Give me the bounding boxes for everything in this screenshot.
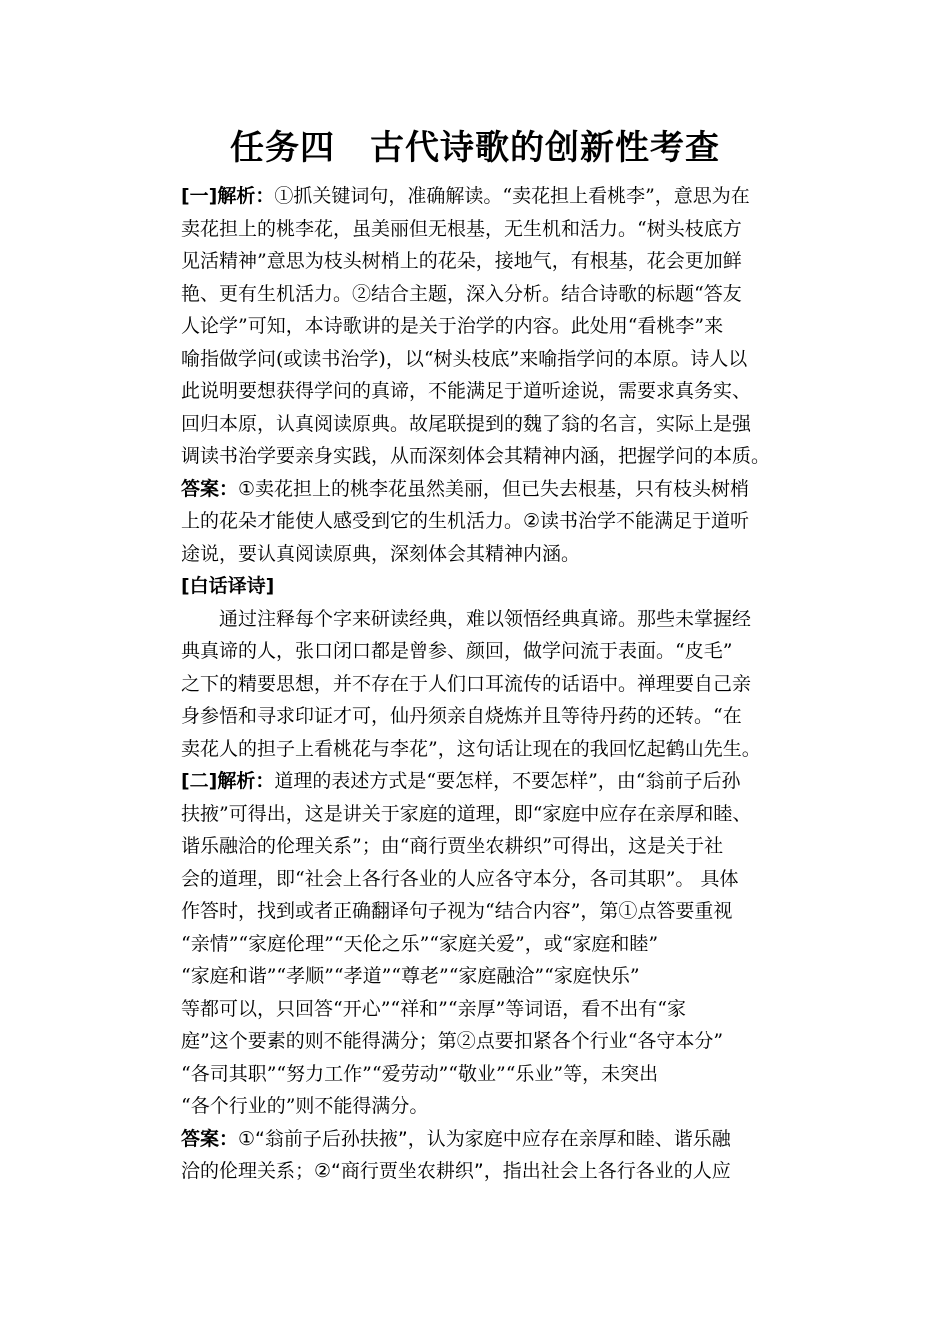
section1-line: 回归本原，认真阅读原典。故尾联提到的魏了翁的名言，实际上是强 xyxy=(181,412,752,435)
answer2-line: 洽的伦理关系；②“商行贾坐农耕织”，指出社会上各行各业的人应 xyxy=(181,1160,731,1182)
answer2-text: ①“翁前子后孙扶掖”，认为家庭中应存在亲厚和睦、谐乐融 xyxy=(238,1127,731,1150)
answer1 xyxy=(181,473,781,571)
section2-line: 作答时，找到或者正确翻译句子视为“结合内容”，第①点答要重视 xyxy=(181,900,733,922)
section2-line: “亲情”“家庭伦理”“天伦之乐”“家庭关爱”，或“家庭和睦” xyxy=(181,932,659,955)
document-body xyxy=(181,180,781,1188)
section1-line: 此说明要想获得学问的真谛，不能满足于道听途说，需要求真务实、 xyxy=(181,380,752,402)
translation-line: 之下的精要思想，并不存在于人们口耳流传的话语中。禅理要自己亲 xyxy=(181,672,752,695)
page-title: 任务四 古代诗歌的创新性考查 xyxy=(230,128,720,168)
answer1-line: 途说，要认真阅读原典，深刻体会其精神内涵。 xyxy=(181,542,581,565)
section2-line: “家庭和谐”“孝顺”“孝道”“尊老”“家庭融洽”“家庭快乐” xyxy=(181,965,640,987)
translation-section xyxy=(181,570,781,765)
section2-line: 扶掖”可得出，这是讲关于家庭的道理，即“家庭中应存在亲厚和睦、 xyxy=(181,802,752,825)
section1-line: 卖花担上的桃李花，虽美丽但无根基，无生机和活力。“树头枝底方 xyxy=(181,217,742,240)
section1-line: 艳、更有生机活力。②结合主题，深入分析。结合诗歌的标题“答友 xyxy=(181,282,742,305)
section1-line: 调读书治学要亲身实践，从而深刻体会其精神内涵，把握学问的本质。 xyxy=(181,445,771,467)
translation-line: 卖花人的担子上看桃花与李花”，这句话让现在的我回忆起鹤山先生。 xyxy=(181,737,761,760)
answer1-label: 答案： xyxy=(181,477,239,500)
section1-line xyxy=(181,180,781,213)
answer1-line xyxy=(181,473,781,506)
section1-line: 喻指做学问(或读书治学)，以“树头枝底”来喻指学问的本原。诗人以 xyxy=(181,347,748,370)
translation-heading: [白话译诗] xyxy=(181,575,275,597)
section1-analysis xyxy=(181,180,781,473)
section2-line: 谐乐融洽的伦理关系”；由“商行贾坐农耕织”可得出，这是关于社 xyxy=(181,835,724,857)
section2-line: “各个行业的”则不能得满分。 xyxy=(181,1095,429,1117)
section2-line: “各司其职”“努力工作”“爱劳动”“敬业”“乐业”等，未突出 xyxy=(181,1062,659,1085)
answer1-line: 上的花朵才能使人感受到它的生机活力。②读书治学不能满足于道听 xyxy=(181,510,750,532)
section2-line xyxy=(181,765,781,798)
answer2-label: 答案： xyxy=(181,1127,239,1150)
section1-text: ①抓关键词句，准确解读。“卖花担上看桃李”，意思为在 xyxy=(274,185,750,207)
section1-label: [一]解析： xyxy=(181,185,275,207)
answer2 xyxy=(181,1123,781,1188)
answer1-text: ①卖花担上的桃李花虽然美丽，但已失去根基，只有枝头树梢 xyxy=(238,477,750,500)
section2-text: 道理的表述方式是“要怎样，不要怎样”，由“翁前子后孙 xyxy=(274,770,741,792)
translation-line: 典真谛的人，张口闭口都是曾参、颜回，做学问流于表面。“皮毛” xyxy=(181,640,733,662)
translation-line: 通过注释每个字来研读经典，难以领悟经典真谛。那些未掌握经 xyxy=(219,607,752,630)
section1-line: 人论学”可知，本诗歌讲的是关于治学的内容。此处用“看桃李”来 xyxy=(181,315,724,337)
translation-line: 身参悟和寻求印证才可，仙丹须亲自烧炼并且等待丹药的还转。“在 xyxy=(181,705,742,727)
section2-analysis xyxy=(181,765,781,1123)
section1-line: 见活精神”意思为枝头树梢上的花朵，接地气，有根基，花会更加鲜 xyxy=(181,250,742,272)
section2-label: [二]解析： xyxy=(181,770,275,792)
section2-line: 等都可以，只回答“开心”“祥和”“亲厚”等词语，看不出有“家 xyxy=(181,997,686,1020)
section2-line: 庭”这个要素的则不能得满分；第②点要扣紧各个行业“各守本分” xyxy=(181,1030,724,1052)
section2-line: 会的道理，即“社会上各行各业的人应各守本分，各司其职”。 具体 xyxy=(181,867,739,890)
answer2-line xyxy=(181,1123,781,1156)
